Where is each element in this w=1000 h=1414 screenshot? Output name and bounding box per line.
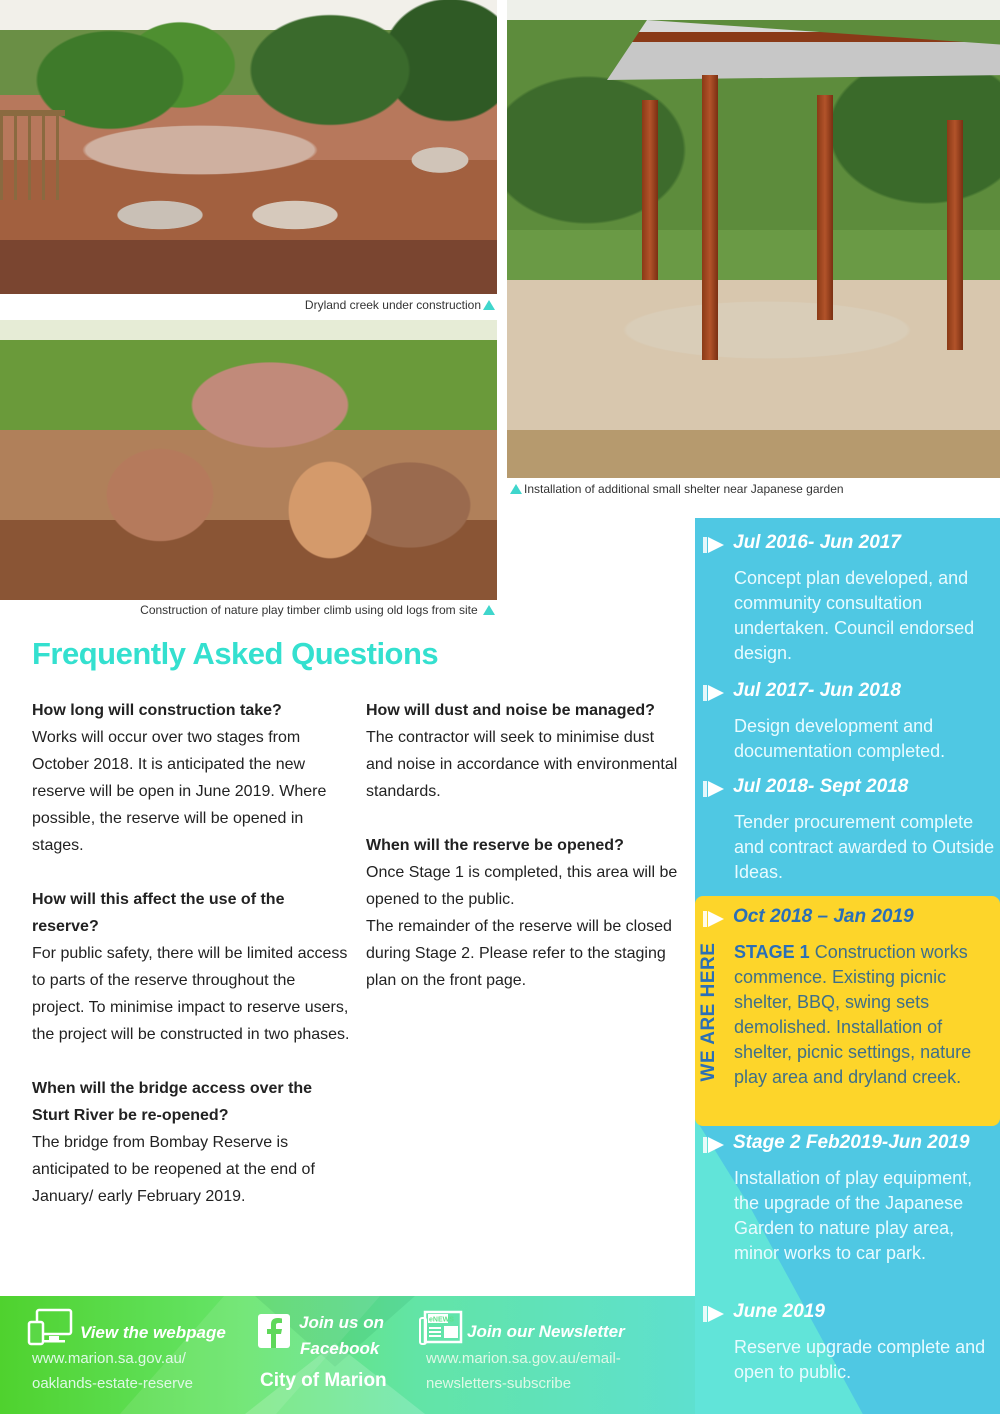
faq-answer [366,724,681,805]
faq-answer [366,859,681,994]
faq-answer-text: The remainder of the reserve will be closed during Stage 2. Please refer to the staging plan on the front page. [366,918,672,989]
newsletter-url[interactable] [426,1346,621,1396]
we-are-here-marker: WE ARE HERE [698,942,719,1082]
caption-text: Dryland creek under construction [304,298,481,312]
timeline-period: Jul 2017- Jun 2018 [733,680,901,701]
url-line: newsletters-subscribe [426,1375,572,1392]
faq-answer-text: Works will occur over two stages from October 2018. It is anticipated the new reserve will be open in June 2019. Where possible, the reserve will be opened in stages. [32,729,327,854]
caption-text: Construction of nature play timber climb using old logs from site [140,603,478,617]
newsletter-title: Join our Newsletter [467,1322,625,1341]
timeline-description [734,940,996,1090]
faq-item [366,832,681,994]
timeline-description: Concept plan developed, and community consultation undertaken. Council endorsed design. [734,568,975,663]
deck-railing [0,110,65,200]
fast-forward-icon [703,1305,725,1323]
current-stage-box [695,896,1000,1126]
photo-timber-logs [0,320,497,600]
fast-forward-icon [703,1136,725,1154]
caption-timber-logs [140,603,497,617]
shelter-post [642,100,658,280]
triangle-icon [483,300,495,310]
webpage-url[interactable] [32,1346,193,1396]
shelter-post [947,120,963,350]
faq-item [366,697,681,805]
facebook-icon [258,1314,290,1348]
faq-answer [32,1129,352,1210]
webpage-title: View the webpage [80,1323,226,1342]
triangle-icon [483,605,495,615]
timeline-description: Tender procurement complete and contract awarded to Outside Ideas. [734,812,995,882]
faq-answer [32,940,352,1048]
stage-description: Construction works commence. Existing picnic shelter, BBQ, swing sets demolished. Installation of shelter, picnic settings, nature play area and dryland creek. [734,942,972,1087]
caption-shelter [508,482,844,496]
timeline-period: Jul 2018- Sept 2018 [733,776,909,797]
facebook-title-line1: Join us on [299,1313,384,1332]
faq-item [32,1075,352,1210]
faq-column-right [366,697,681,1021]
faq-answer [32,724,352,859]
enews-icon [419,1310,463,1346]
faq-question: When will the reserve be opened? [366,837,624,854]
fast-forward-icon [703,780,725,798]
timeline-period: Jul 2016- Jun 2017 [733,532,901,553]
shelter-post [702,75,718,360]
stage-label: STAGE 1 [734,942,810,962]
url-line: oaklands-estate-reserve [32,1375,193,1392]
faq-question: How will dust and noise be managed? [366,702,655,719]
faq-question: How will this affect the use of the reserve? [32,891,285,935]
faq-title: Frequently Asked Questions [32,636,439,671]
faq-answer-text: For public safety, there will be limited access to parts of the reserve throughout the project. To minimise impact to reserve users, the project will be constructed in two phases. [32,945,350,1043]
faq-question: How long will construction take? [32,702,282,719]
photo-dryland-creek [0,0,497,294]
faq-column-left [32,697,352,1237]
shelter-roof [607,20,1000,120]
timeline-period: Stage 2 Feb2019-Jun 2019 [733,1132,970,1153]
faq-answer-text: The bridge from Bombay Reserve is anticipated to be reopened at the end of January/ early February 2019. [32,1134,315,1205]
timeline-period: Oct 2018 – Jan 2019 [733,906,914,927]
timeline-description: Installation of play equipment, the upgrade of the Japanese Garden to nature play area, minor works to car park. [734,1168,973,1263]
url-line: www.marion.sa.gov.au/ [32,1350,186,1367]
faq-question: When will the bridge access over the Sturt River be re-opened? [32,1080,313,1124]
footer-contact-bar [0,1296,695,1414]
caption-text: Installation of additional small shelter near Japanese garden [524,482,844,496]
devices-icon [27,1308,73,1346]
facebook-page-name: City of Marion [260,1370,387,1391]
faq-item [32,886,352,1048]
faq-answer-text: Once Stage 1 is completed, this area will be opened to the public. [366,864,678,908]
svg-text:eNEWS: eNEWS [429,1316,454,1324]
faq-answer-text: The contractor will seek to minimise dust and noise in accordance with environmental standards. [366,729,678,800]
shelter-post [817,95,833,320]
url-line: www.marion.sa.gov.au/email- [426,1350,621,1367]
fast-forward-icon [703,536,725,554]
timeline-description: Design development and documentation completed. [734,716,946,761]
faq-item [32,697,352,859]
caption-dryland-creek [305,298,497,312]
triangle-icon [510,484,522,494]
fast-forward-icon [703,684,725,702]
timeline-description: Reserve upgrade complete and open to public. [734,1337,986,1382]
facebook-title-line2: Facebook [300,1339,380,1358]
timeline-period: June 2019 [733,1301,825,1322]
photo-shelter [507,0,1000,478]
fast-forward-icon [703,910,725,928]
